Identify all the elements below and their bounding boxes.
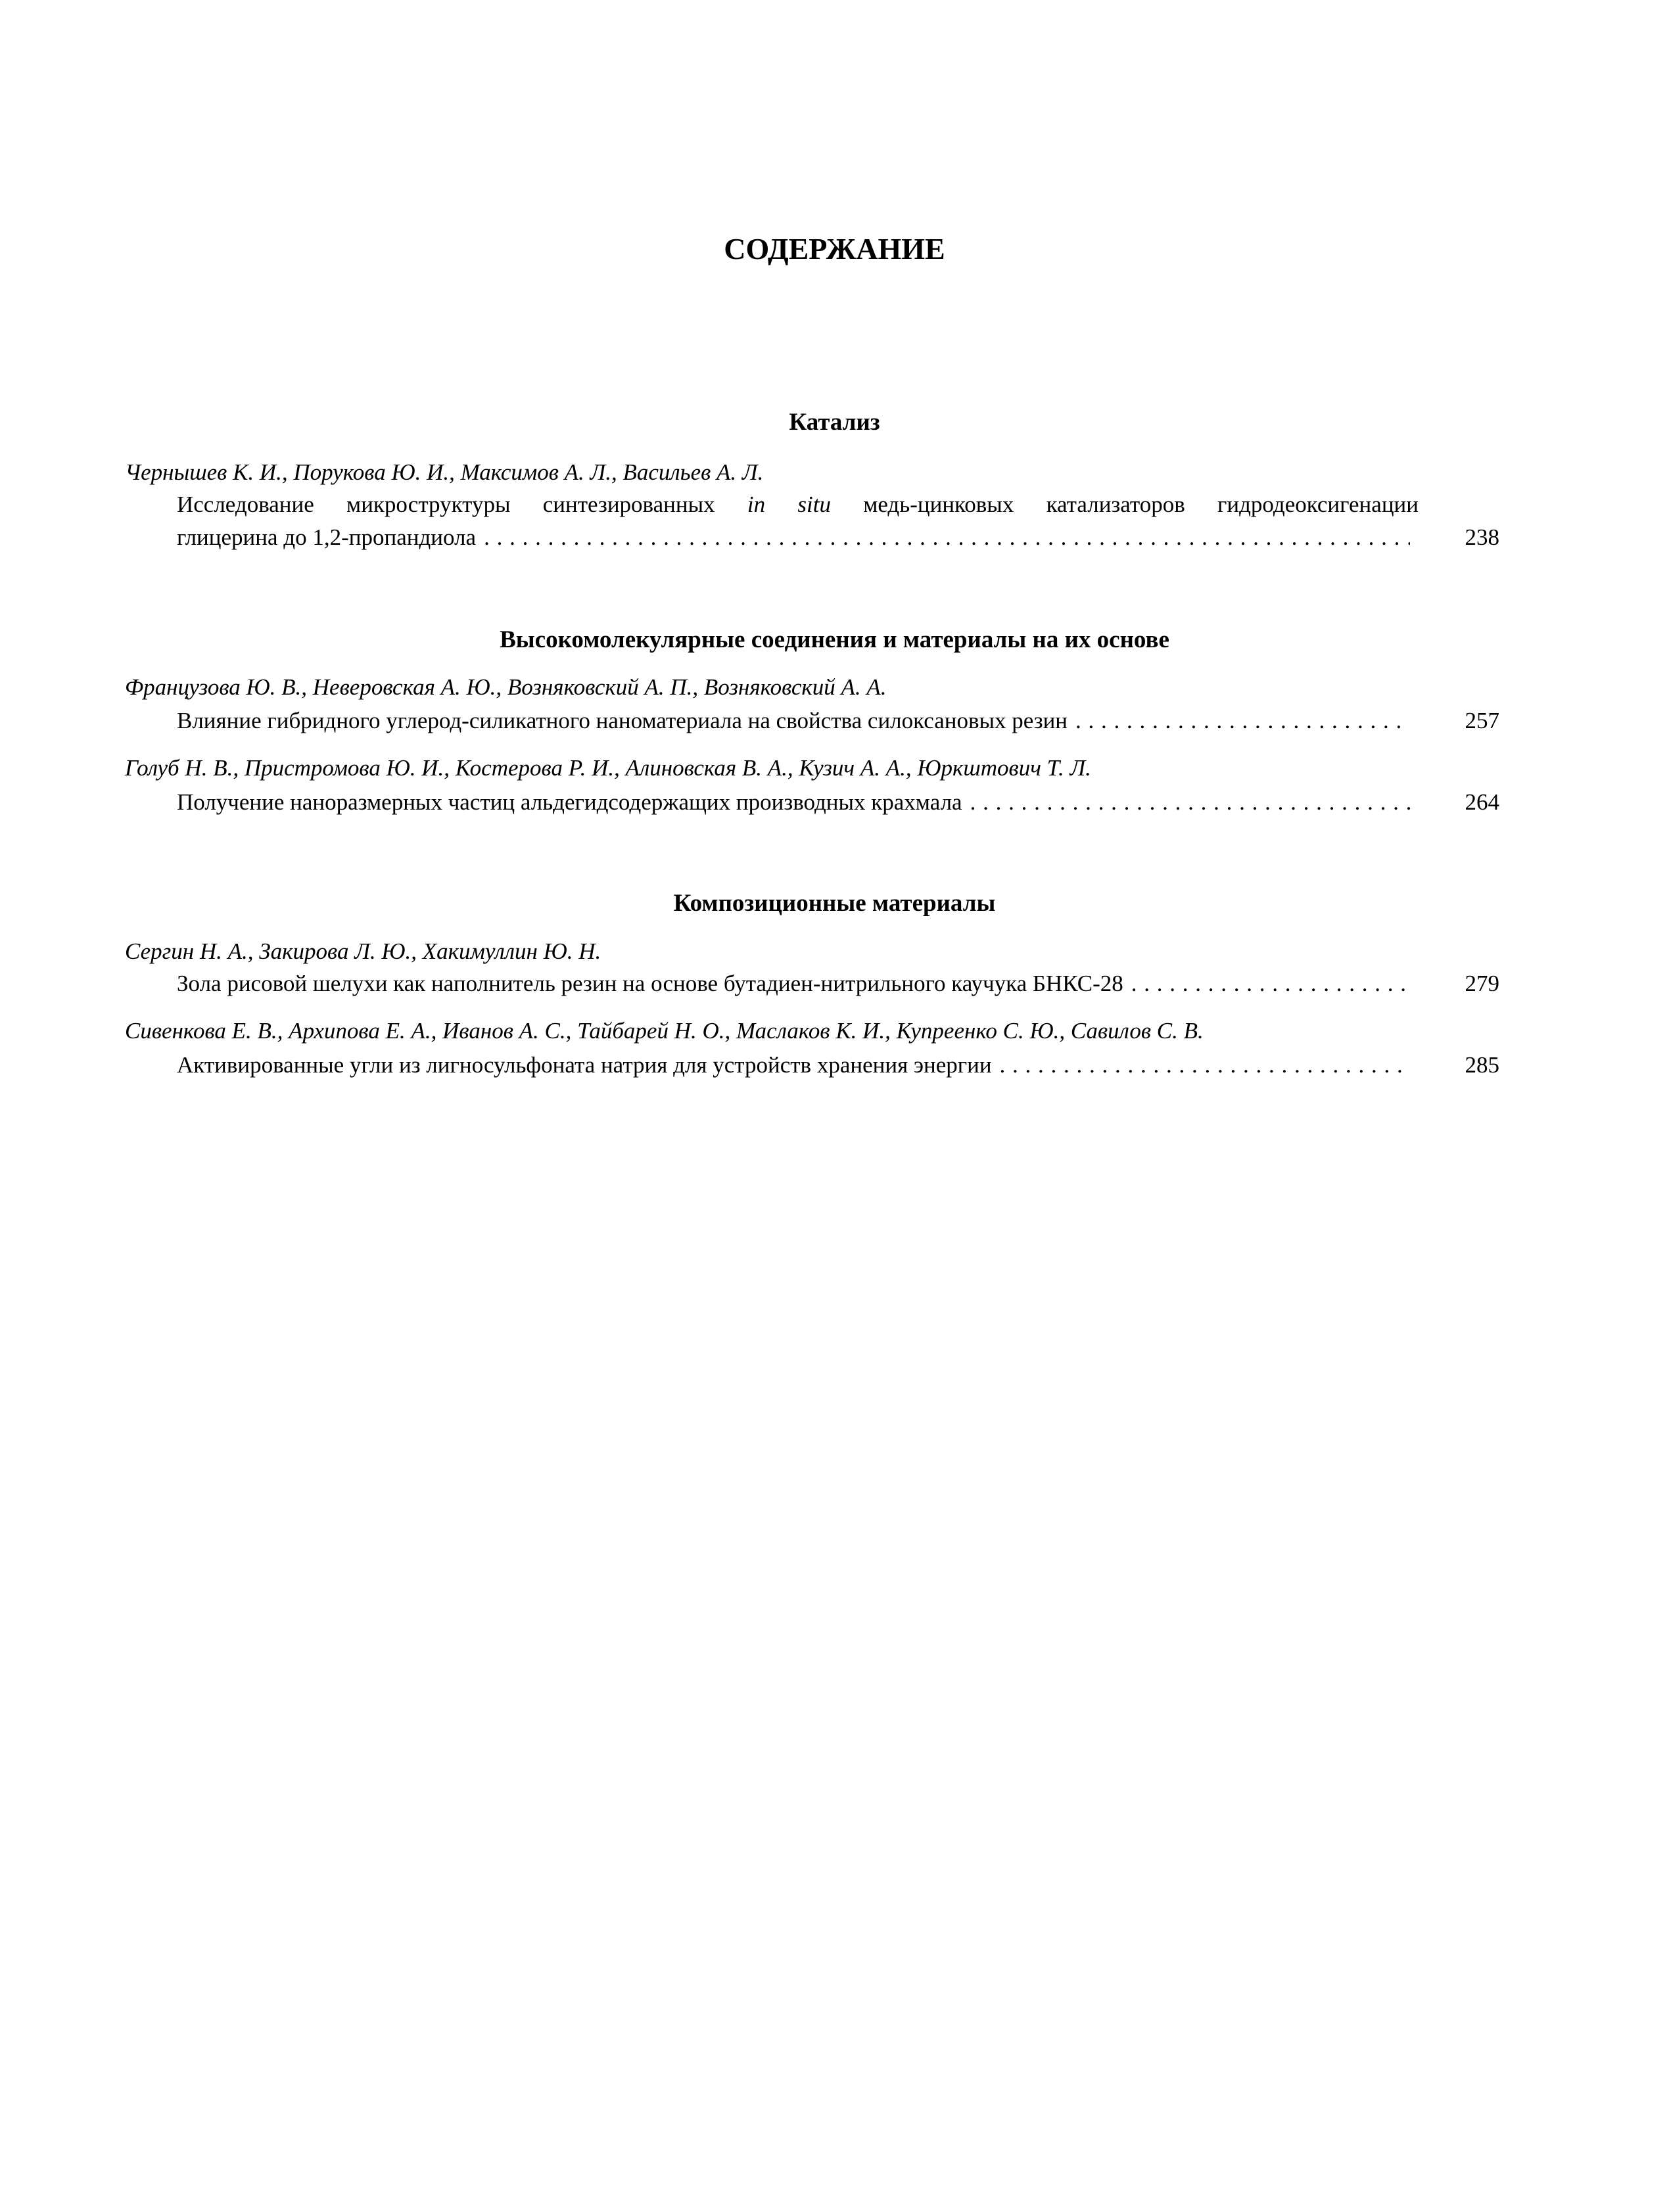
entry-title-italic: in situ bbox=[747, 492, 831, 517]
toc-entry[interactable] bbox=[177, 708, 1499, 734]
entry-title-line[interactable] bbox=[177, 492, 1419, 518]
page-number[interactable]: 285 bbox=[1465, 1052, 1499, 1078]
dot-leader bbox=[1075, 708, 1410, 734]
entry-title-part: Исследование микроструктуры синтезированных bbox=[177, 492, 747, 517]
page-number[interactable]: 264 bbox=[1465, 789, 1499, 815]
entry-title: Влияние гибридного углерод-силикатного наноматериала на свойства силоксановых резин bbox=[177, 708, 1068, 733]
section-heading-catalysis: Катализ bbox=[789, 409, 880, 436]
dot-leader bbox=[1000, 1052, 1410, 1078]
entry-title: Получение наноразмерных частиц альдегидсодержащих производных крахмала bbox=[177, 789, 962, 815]
page-number[interactable]: 279 bbox=[1465, 971, 1499, 996]
entry-title-part: медь-цинковых катализаторов гидродеоксигенации bbox=[830, 492, 1419, 517]
page-number[interactable]: 257 bbox=[1465, 708, 1499, 733]
dot-leader bbox=[484, 524, 1410, 551]
section-heading-polymers: Высокомолекулярные соединения и материалы на их основе bbox=[500, 626, 1169, 653]
entry-title: глицерина до 1,2-пропандиола bbox=[177, 524, 477, 550]
entry-authors: Французова Ю. В., Неверовская А. Ю., Возняковский А. П., Возняковский А. А. bbox=[125, 674, 887, 700]
entry-authors: Сивенкова Е. В., Архипова Е. А., Иванов А. С., Тайбарей Н. О., Маслаков К. И., Купреенко С. Ю., Савилов С. В. bbox=[125, 1018, 1204, 1044]
toc-entry[interactable] bbox=[177, 524, 1499, 551]
page-number[interactable]: 238 bbox=[1465, 524, 1499, 550]
dot-leader bbox=[970, 789, 1410, 816]
entry-title: Активированные угли из лигносульфоната натрия для устройств хранения энергии bbox=[177, 1052, 992, 1078]
entry-authors: Голуб Н. В., Пристромова Ю. И., Костерова Р. И., Алиновская В. А., Кузич А. А., Юркштович Т. Л. bbox=[125, 755, 1091, 781]
toc-entry[interactable] bbox=[177, 1052, 1499, 1078]
toc-entry[interactable] bbox=[177, 971, 1499, 997]
entry-title: Зола рисовой шелухи как наполнитель резин на основе бутадиен-нитрильного каучука БНКС-28 bbox=[177, 971, 1123, 996]
toc-entry[interactable] bbox=[177, 789, 1499, 816]
entry-authors: Сергин Н. А., Закирова Л. Ю., Хакимуллин Ю. Н. bbox=[125, 938, 601, 964]
page-title: СОДЕРЖАНИЕ bbox=[724, 232, 945, 265]
entry-authors: Чернышев К. И., Порукова Ю. И., Максимов А. Л., Васильев А. Л. bbox=[125, 459, 764, 485]
section-heading-composites: Композиционные материалы bbox=[673, 890, 996, 917]
dot-leader bbox=[1131, 971, 1410, 997]
